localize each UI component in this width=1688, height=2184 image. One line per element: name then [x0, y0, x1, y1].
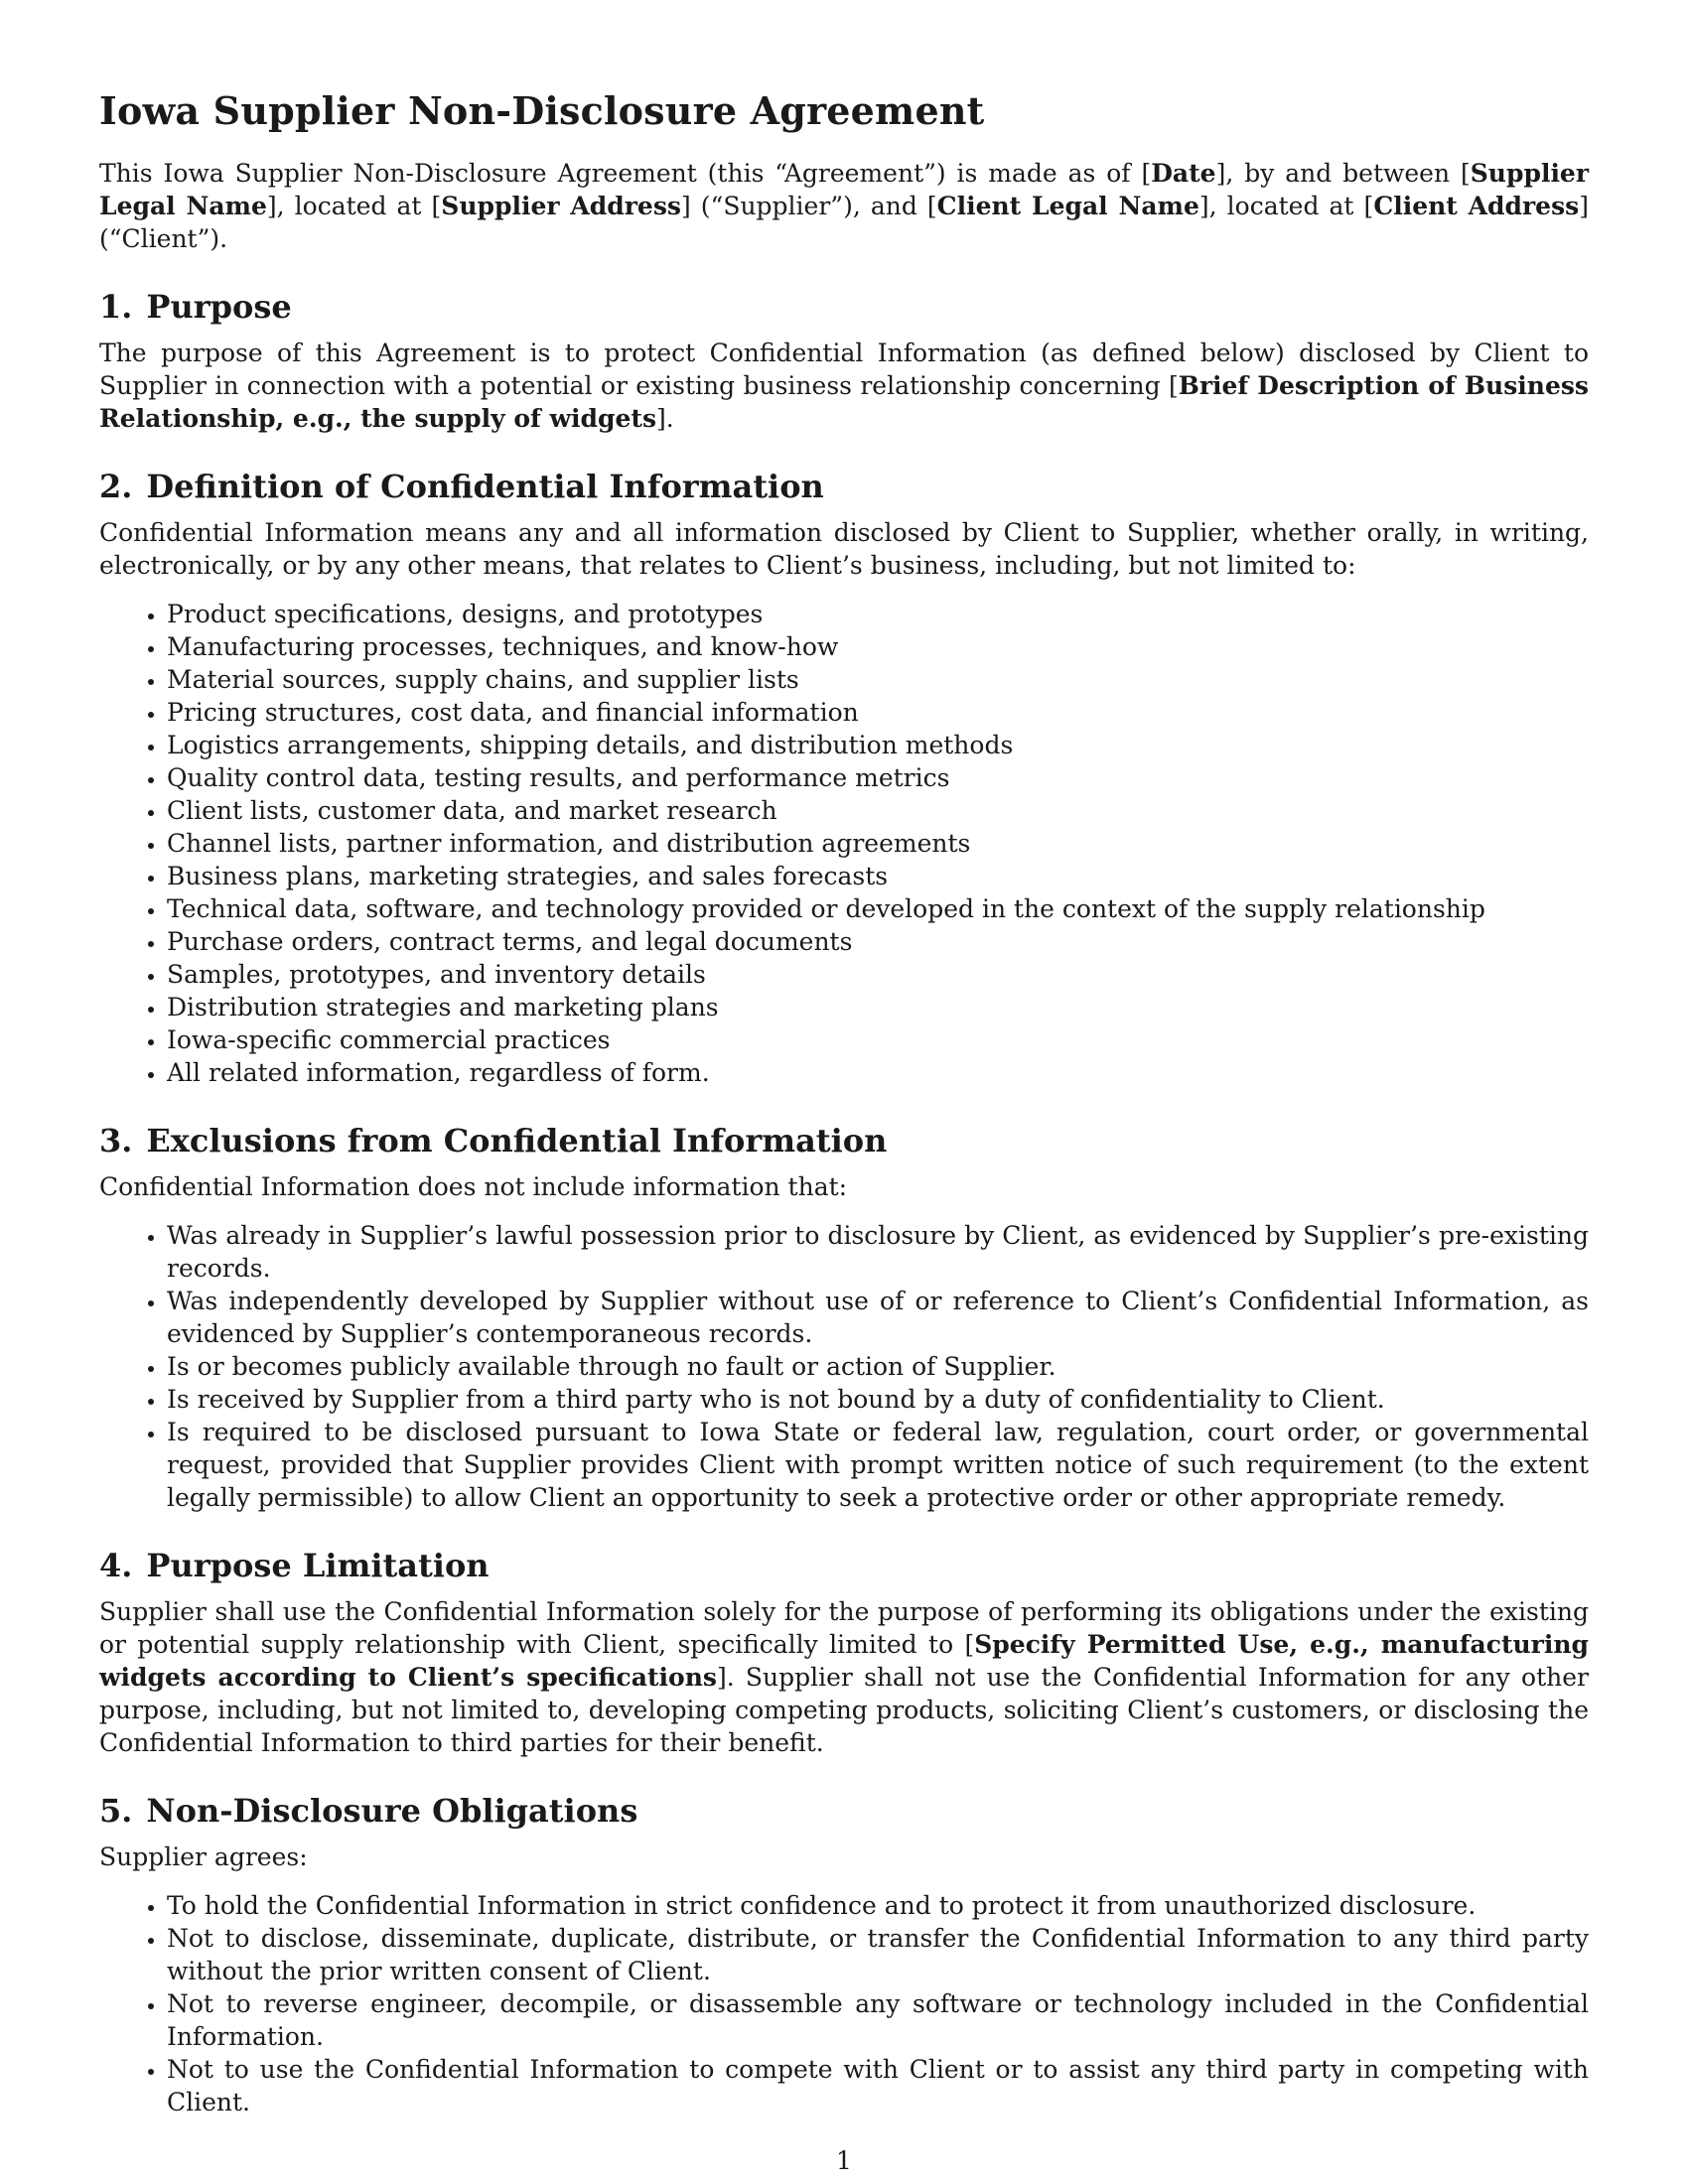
bullet-list — [99, 1219, 1589, 1514]
section-paragraph: Confidential Information means any and all information disclosed by Client to Supplier, whether orally, in writing, electronically, or by any other means, that relates to Client’s business, including, but not limited to: — [99, 518, 1589, 580]
section-paragraph: The purpose of this Agreement is to protect Confidential Information (as defined below) disclosed by Client to Supplier in connection with a potential or existing business relationship concerning [Brief Description of Business Relationship, e.g., the supply of widgets]. — [99, 339, 1589, 433]
section-heading-purpose: 1. Purpose — [99, 288, 292, 326]
list-item: • Channel lists, partner information, and distribution agreements — [167, 827, 1589, 860]
list-item: • Not to disclose, disseminate, duplicate, distribute, or transfer the Confidential Information to any third party without the prior written consent of Client. — [167, 1922, 1589, 1987]
client-address-placeholder: Client Address — [1373, 192, 1580, 220]
document-page — [99, 87, 1589, 2118]
list-item: • Client lists, customer data, and market research — [167, 794, 1589, 827]
supplier-name-placeholder: Supplier Legal Name — [99, 159, 1590, 220]
client-name-placeholder: Client Legal Name — [936, 192, 1199, 220]
section-paragraph: Confidential Information does not include information that: — [99, 1172, 848, 1201]
list-item: • All related information, regardless of form. — [167, 1056, 1589, 1089]
list-item: • Is received by Supplier from a third party who is not bound by a duty of confidentiality to Client. — [167, 1383, 1589, 1416]
list-item: • Iowa-specific commercial practices — [167, 1024, 1589, 1056]
page-number: 1 — [836, 2146, 852, 2175]
document-title: Iowa Supplier Non-Disclosure Agreement — [99, 88, 985, 133]
list-item: • Logistics arrangements, shipping details, and distribution methods — [167, 729, 1589, 761]
list-item: • Product specifications, designs, and prototypes — [167, 598, 1589, 630]
permitted-use-placeholder: Specify Permitted Use, e.g., manufacturing widgets according to Client’s specifications — [99, 1630, 1589, 1692]
section-heading-purpose-limitation: 4. Purpose Limitation — [99, 1547, 490, 1584]
section-paragraph: Supplier shall use the Confidential Information solely for the purpose of performing its obligations under the existing or potential supply relationship with Client, specifically limited to [Specify Permitted Use, e.g., manufacturing widgets according to Client’s specifications]. Supplier shall not use the Confidential Information for any other purpose, including, but not limited to, developing competing products, soliciting Client’s customers, or disclosing the Confidential Information to third parties for their benefit. — [99, 1597, 1590, 1757]
section-paragraph: Supplier agrees: — [99, 1843, 308, 1871]
section-heading-exclusions: 3. Exclusions from Confidential Information — [99, 1122, 888, 1160]
list-item: • Pricing structures, cost data, and financial information — [167, 696, 1589, 729]
section-heading-definition: 2. Definition of Confidential Information — [99, 468, 824, 505]
section-heading-non-disclosure: 5. Non-Disclosure Obligations — [99, 1792, 638, 1830]
list-item: • Business plans, marketing strategies, and sales forecasts — [167, 860, 1589, 892]
list-item: • Not to reverse engineer, decompile, or disassemble any software or technology included in the Confidential Information. — [167, 1987, 1589, 2053]
bullet-list — [99, 1889, 1589, 2118]
list-item: • Technical data, software, and technology provided or developed in the context of the supply relationship — [167, 892, 1589, 925]
list-item: • Is or becomes publicly available through no fault or action of Supplier. — [167, 1350, 1589, 1383]
bullet-list — [99, 598, 1589, 1089]
list-item: • Samples, prototypes, and inventory details — [167, 958, 1589, 991]
supplier-address-placeholder: Supplier Address — [441, 192, 681, 220]
list-item: • Is required to be disclosed pursuant to Iowa State or federal law, regulation, court order, or governmental request, provided that Supplier provides Client with prompt written notice of such requirement (to the extent legally permissible) to allow Client an opportunity to seek a protective order or other appropriate remedy. — [167, 1416, 1589, 1514]
list-item: • Manufacturing processes, techniques, and know-how — [167, 630, 1589, 663]
list-item: • Was independently developed by Supplier without use of or reference to Client’s Confidential Information, as evidenced by Supplier’s contemporaneous records. — [167, 1285, 1589, 1350]
list-item: • Material sources, supply chains, and supplier lists — [167, 663, 1589, 696]
list-item: • Not to use the Confidential Information to compete with Client or to assist any third party in competing with Client. — [167, 2053, 1589, 2118]
list-item: • To hold the Confidential Information in strict confidence and to protect it from unauthorized disclosure. — [167, 1889, 1589, 1922]
list-item: • Was already in Supplier’s lawful possession prior to disclosure by Client, as evidenced by Supplier’s pre-existing records. — [167, 1219, 1589, 1285]
list-item: • Distribution strategies and marketing plans — [167, 991, 1589, 1024]
intro-paragraph: This Iowa Supplier Non-Disclosure Agreement (this “Agreement”) is made as of [Date], by and between [Supplier Legal Name], located at [Supplier Address] (“Supplier”), and [Client Legal Name], located at [Client Address] (“Client”). — [99, 159, 1590, 253]
list-item: • Quality control data, testing results, and performance metrics — [167, 761, 1589, 794]
business-relationship-placeholder: Brief Description of Business Relationship, e.g., the supply of widgets — [99, 371, 1589, 433]
date-placeholder: Date — [1151, 159, 1216, 188]
list-item: • Purchase orders, contract terms, and legal documents — [167, 925, 1589, 958]
